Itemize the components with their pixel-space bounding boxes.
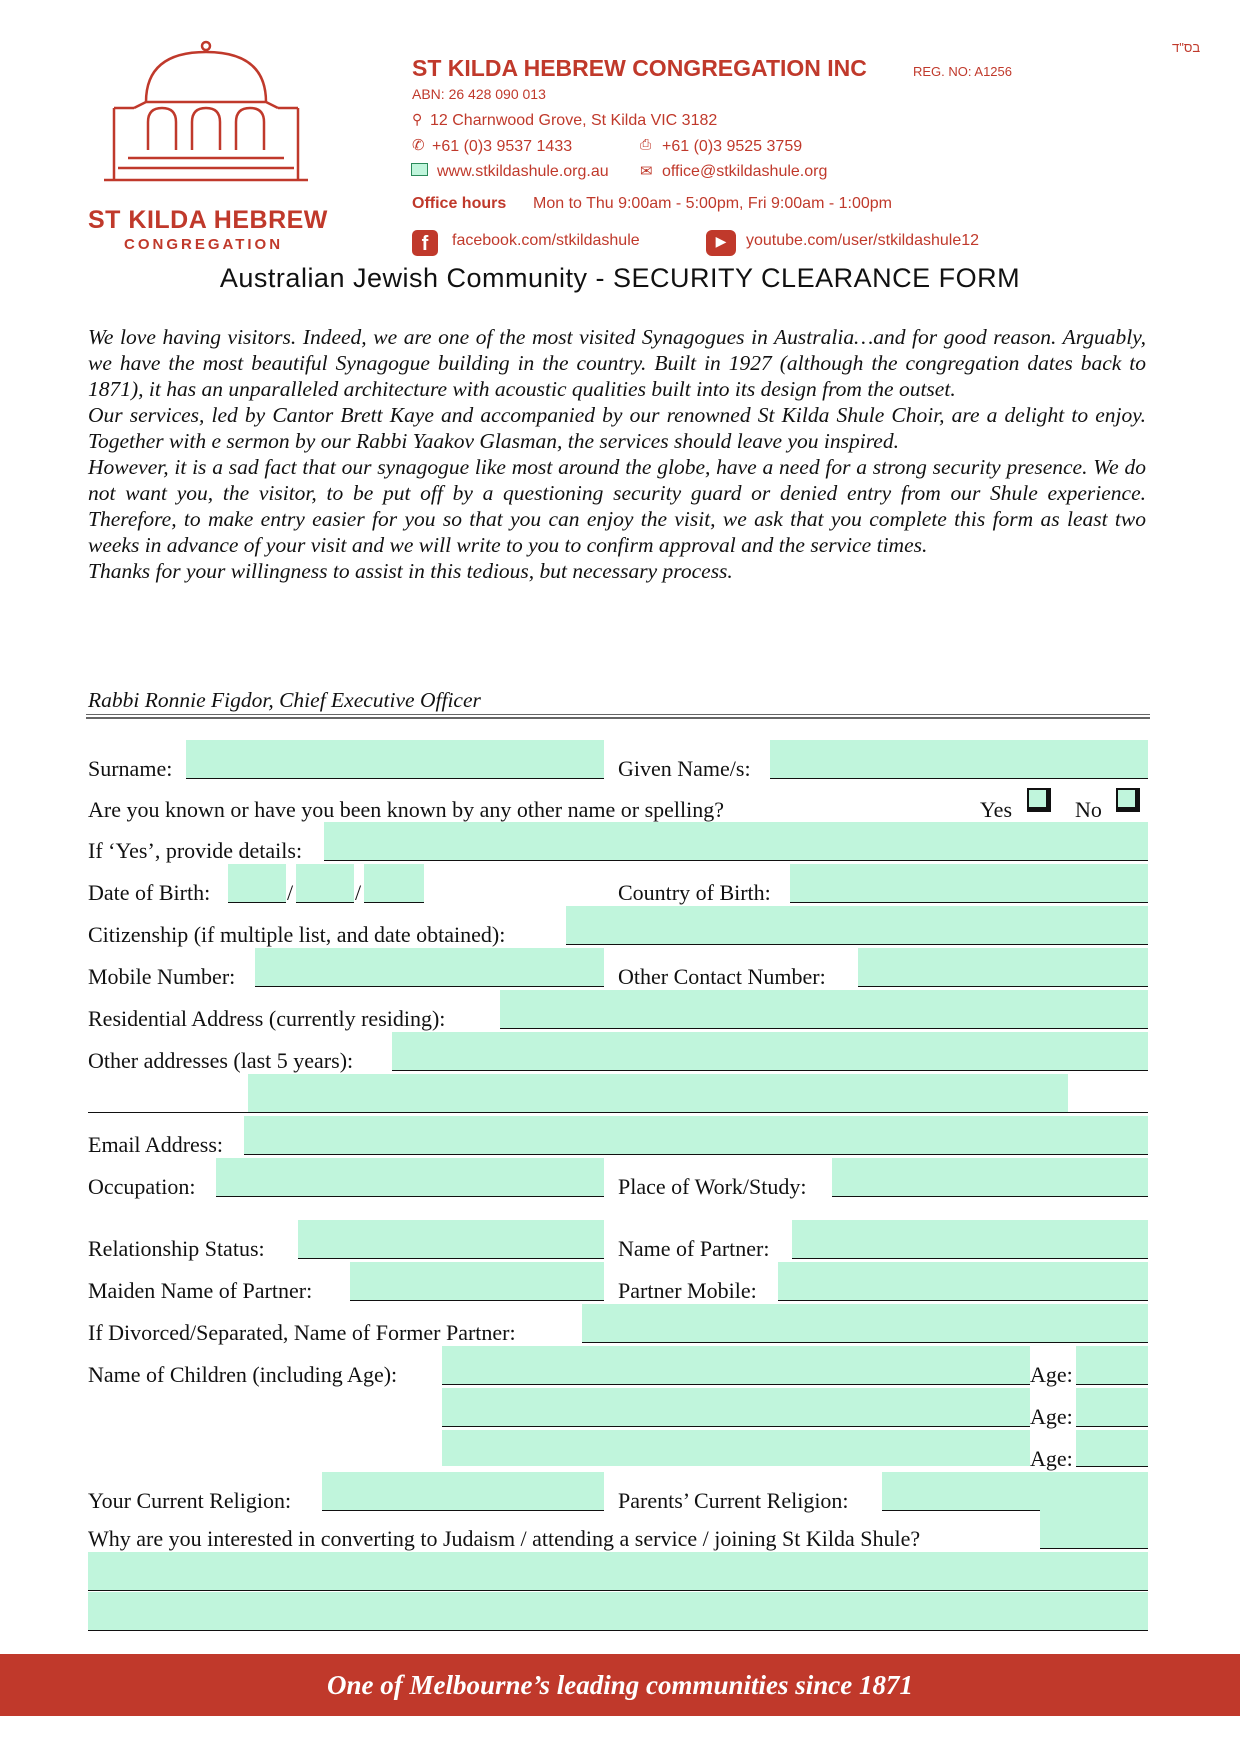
dob-month-underline [296,902,354,903]
child-age-underline-1 [1076,1384,1148,1385]
dob-label: Date of Birth: [88,880,211,905]
dob-day-underline [228,902,286,903]
child-age-label-2: Age: [1030,1404,1073,1429]
child-age-underline-3 [1076,1466,1148,1467]
residential-address-label: Residential Address (currently residing): [88,1006,446,1031]
section-divider [86,714,1150,719]
child-age-underline-2 [1076,1426,1148,1427]
yes-checkbox[interactable] [1027,788,1051,812]
parents-religion-input[interactable] [882,1472,1148,1510]
child-age-input-3[interactable] [1076,1430,1148,1466]
other-contact-input[interactable] [858,948,1148,986]
intro-paragraph-4: Thanks for your willingness to assist in this tedious, but necessary process. [88,559,733,583]
facebook-icon: f [412,230,438,256]
surname-label: Surname: [88,756,173,781]
dob-day-input[interactable] [228,864,286,902]
partner-mobile-underline [778,1300,1148,1301]
place-of-work-label: Place of Work/Study: [618,1174,807,1199]
address: 12 Charnwood Grove, St Kilda VIC 3182 [430,112,718,129]
child-age-input-1[interactable] [1076,1346,1148,1384]
place-of-work-underline [832,1196,1148,1197]
partner-name-input[interactable] [792,1220,1148,1258]
org-name: ST KILDA HEBREW CONGREGATION INC [412,55,867,81]
relationship-status-underline [298,1258,604,1259]
given-names-underline [770,778,1148,779]
children-label: Name of Children (including Age): [88,1362,398,1387]
child-age-label-1: Age: [1030,1362,1073,1387]
location-pin-icon: ⚲ [412,113,423,128]
no-label: No [1075,797,1102,822]
email-underline [244,1154,1148,1155]
other-name-details-underline [324,860,1148,861]
partner-mobile-label: Partner Mobile: [618,1278,757,1303]
mobile-input[interactable] [255,948,604,986]
yes-label: Yes [980,797,1013,822]
mobile-underline [255,986,604,987]
other-addresses-input[interactable] [392,1032,1148,1070]
other-addresses-label: Other addresses (last 5 years): [88,1048,354,1073]
religion-label: Your Current Religion: [88,1488,292,1513]
parents-religion-label: Parents’ Current Religion: [618,1488,849,1513]
if-yes-label: If ‘Yes’, provide details: [88,838,303,863]
occupation-underline [216,1196,604,1197]
occupation-input[interactable] [216,1158,604,1196]
hebrew-mark: בס"ד [1172,40,1201,55]
email-label: Email Address: [88,1132,224,1157]
synagogue-logo-icon [104,40,308,190]
intro-paragraph-3: However, it is a sad fact that our synagogue like most around the globe, have a need for a strong security presence. We do not want you, the visitor, to be put off by a questioning security guard or denied entry from our Shule experience. Therefore, to make entry easier for you so that you can enjoy the visit, we ask that you complete this form as least two weeks in advance of your visit and we will write to you to confirm approval and the service times. [88,455,1146,557]
dob-slash-2: / [355,880,362,905]
place-of-work-input[interactable] [832,1158,1148,1196]
intro-text [88,324,1146,584]
signature: Rabbi Ronnie Figdor, Chief Executive Officer [88,688,481,712]
youtube-icon: ▶ [706,230,736,256]
former-partner-label: If Divorced/Separated, Name of Former Partner: [88,1320,516,1345]
phone: +61 (0)3 9537 1433 [432,138,573,155]
why-interested-line-2[interactable] [88,1552,1148,1590]
envelope-icon: ✉ [640,164,653,180]
other-name-details-input[interactable] [324,822,1148,860]
child-name-underline-2 [442,1426,1030,1427]
surname-underline [186,778,604,779]
residential-address-input[interactable] [500,990,1148,1028]
footer-banner [0,1654,1240,1716]
child-name-input-2[interactable] [442,1388,1030,1426]
partner-mobile-input[interactable] [778,1262,1148,1300]
relationship-status-label: Relationship Status: [88,1236,265,1261]
mobile-label: Mobile Number: [88,964,236,989]
residential-address-underline [500,1028,1148,1029]
fax-icon: ⎙ [640,138,652,153]
other-addresses-line-2-underline [88,1112,1148,1113]
logo-subtitle: CONGREGATION [124,236,284,253]
why-interested-line-3[interactable] [88,1592,1148,1630]
partner-name-label: Name of Partner: [618,1236,770,1261]
dob-month-input[interactable] [296,864,354,902]
citizenship-input[interactable] [566,906,1148,944]
other-addresses-line-2[interactable] [248,1074,1068,1112]
reg-number: REG. NO: A1256 [913,64,1012,79]
religion-underline [322,1510,604,1511]
why-interested-input[interactable] [1040,1510,1148,1548]
other-addresses-underline [392,1070,1148,1071]
maiden-name-input[interactable] [350,1262,604,1300]
why-interested-label: Why are you interested in converting to Judaism / attending a service / joining St Kilda Shule? [88,1526,921,1551]
logo-name: ST KILDA HEBREW [88,206,328,234]
religion-input[interactable] [322,1472,604,1510]
no-checkbox[interactable] [1116,788,1140,812]
child-age-label-3: Age: [1030,1446,1073,1471]
child-name-input-3[interactable] [442,1430,1030,1466]
country-of-birth-input[interactable] [790,864,1148,902]
office-hours-label: Office hours [412,195,507,212]
other-contact-label: Other Contact Number: [618,964,826,989]
dob-year-underline [364,902,424,903]
email-input[interactable] [244,1116,1148,1154]
maiden-name-label: Maiden Name of Partner: [88,1278,313,1303]
given-names-input[interactable] [770,740,1148,778]
intro-paragraph-1: We love having visitors. Indeed, we are one of the most visited Synagogues in Australia…and for good reason. Arguably, we have the most beautiful Synagogue building in the country. Built in 1927 (although the congregation dates back to 1871), it has an unparalleled architecture with acoustic qualities built into its design from the outset. [88,325,1146,401]
former-partner-underline [582,1342,1148,1343]
phone-icon: ✆ [412,138,425,154]
partner-name-underline [792,1258,1148,1259]
fax: +61 (0)3 9525 3759 [662,138,803,155]
child-name-input-1[interactable] [442,1346,1030,1384]
why-interested-underline [1040,1548,1148,1549]
office-hours: Mon to Thu 9:00am - 5:00pm, Fri 9:00am - 1:00pm [533,195,892,212]
given-names-label: Given Name/s: [618,756,751,781]
other-name-question: Are you known or have you been known by any other name or spelling? [88,797,725,822]
intro-paragraph-2: Our services, led by Cantor Brett Kaye and accompanied by our renowned St Kilda Shule Choir, are a delight to enjoy. Together with e sermon by our Rabbi Yaakov Glasman, the services should leave you inspired. [88,403,1146,453]
facebook-link[interactable]: facebook.com/stkildashule [452,232,640,249]
child-age-input-2[interactable] [1076,1388,1148,1426]
citizenship-underline [566,944,1148,945]
footer-slogan: One of Melbourne’s leading communities since 1871 [326,1670,913,1700]
maiden-name-underline [350,1300,604,1301]
why-interested-line-3-underline [88,1630,1148,1631]
monitor-icon [411,163,428,176]
website-link[interactable]: www.stkildashule.org.au [437,163,609,180]
country-of-birth-label: Country of Birth: [618,880,771,905]
other-contact-underline [858,986,1148,987]
surname-input[interactable] [186,740,604,778]
dob-slash-1: / [287,880,294,905]
relationship-status-input[interactable] [298,1220,604,1258]
email-link[interactable]: office@stkildashule.org [662,163,828,180]
abn: ABN: 26 428 090 013 [412,86,546,102]
youtube-link[interactable]: youtube.com/user/stkildashule12 [746,232,980,249]
why-interested-line-2-underline [88,1590,1148,1591]
form-title: Australian Jewish Community - SECURITY CLEARANCE FORM [219,263,1021,293]
country-of-birth-underline [790,902,1148,903]
dob-year-input[interactable] [364,864,424,902]
occupation-label: Occupation: [88,1174,196,1199]
citizenship-label: Citizenship (if multiple list, and date obtained): [88,922,506,947]
former-partner-input[interactable] [582,1304,1148,1342]
child-name-underline-1 [442,1384,1030,1385]
